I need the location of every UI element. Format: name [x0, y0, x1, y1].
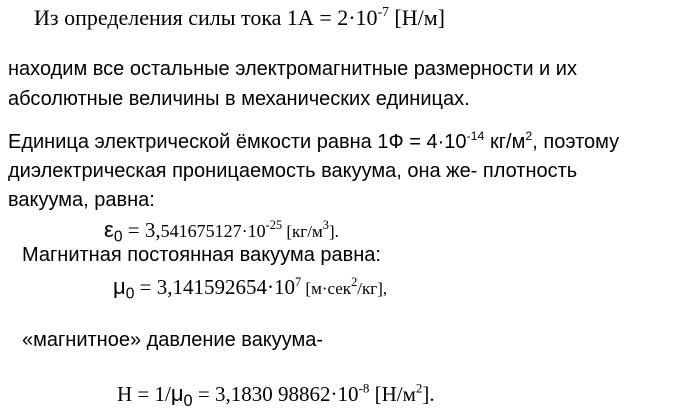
- h-unit-tail: ].: [422, 382, 435, 406]
- capacitance-text: Единица электрической ёмкости равна 1Ф = 4·10: [8, 131, 467, 153]
- definition-exponent: -7: [377, 4, 389, 20]
- capacitance-unit: кг/м: [484, 131, 526, 153]
- capacitance-tail: , поэтому: [532, 131, 620, 153]
- magnetic-constant-line: Магнитная постоянная вакуума равна:: [22, 244, 381, 266]
- epsilon-mantissa: 541675127·10: [160, 221, 266, 241]
- mu-subscript: 0: [125, 285, 135, 303]
- epsilon-equals: = 3,: [122, 218, 161, 242]
- epsilon-exponent: -25: [265, 217, 283, 232]
- paragraph-line-2: абсолютные величины в механических единицах.: [8, 88, 470, 110]
- h-equation: [117, 380, 435, 410]
- mu-symbol: μ: [113, 274, 126, 299]
- epsilon-symbol: ε: [104, 217, 114, 242]
- epsilon-unit-exponent: 3: [322, 217, 329, 232]
- mu-value: = 3,141592654·10: [134, 275, 295, 299]
- capacitance-exponent: -14: [466, 128, 485, 143]
- definition-text: Из определения силы тока 1А = 2·10: [34, 5, 378, 30]
- epsilon-equation: [104, 217, 339, 246]
- paragraph-line-1: находим все остальные электромагнитные размерности и их: [8, 58, 577, 80]
- epsilon-unit: [кг/м: [282, 222, 323, 241]
- mu-unit-tail: /кг],: [357, 279, 388, 298]
- mu-equation: [113, 274, 388, 303]
- permittivity-line-2: вакуума, равна:: [8, 189, 155, 211]
- capacitance-line: [8, 128, 620, 154]
- h-unit: [Н/м: [369, 382, 416, 406]
- magnetic-pressure-line: «магнитное» давление вакуума-: [22, 329, 324, 351]
- h-mu-symbol: μ: [170, 381, 184, 406]
- h-mu-subscript: 0: [183, 391, 193, 410]
- h-value: = 3,1830 98862·10: [192, 382, 359, 406]
- permittivity-line-1: диэлектрическая проницаемость вакуума, она же- плотность: [8, 160, 578, 182]
- mu-exponent: 7: [294, 274, 302, 289]
- h-unit-exponent: 2: [415, 380, 423, 396]
- definition-unit: [Н/м]: [388, 5, 445, 30]
- definition-line: [34, 5, 445, 31]
- mu-unit-exponent: 2: [351, 274, 358, 289]
- epsilon-unit-tail: ].: [328, 222, 339, 241]
- mu-unit: [м·сек: [301, 279, 352, 298]
- h-exponent: -8: [358, 380, 370, 396]
- capacitance-unit-exponent: 2: [525, 128, 533, 143]
- epsilon-subscript: 0: [113, 228, 123, 246]
- h-prefix: Н = 1/: [117, 382, 171, 406]
